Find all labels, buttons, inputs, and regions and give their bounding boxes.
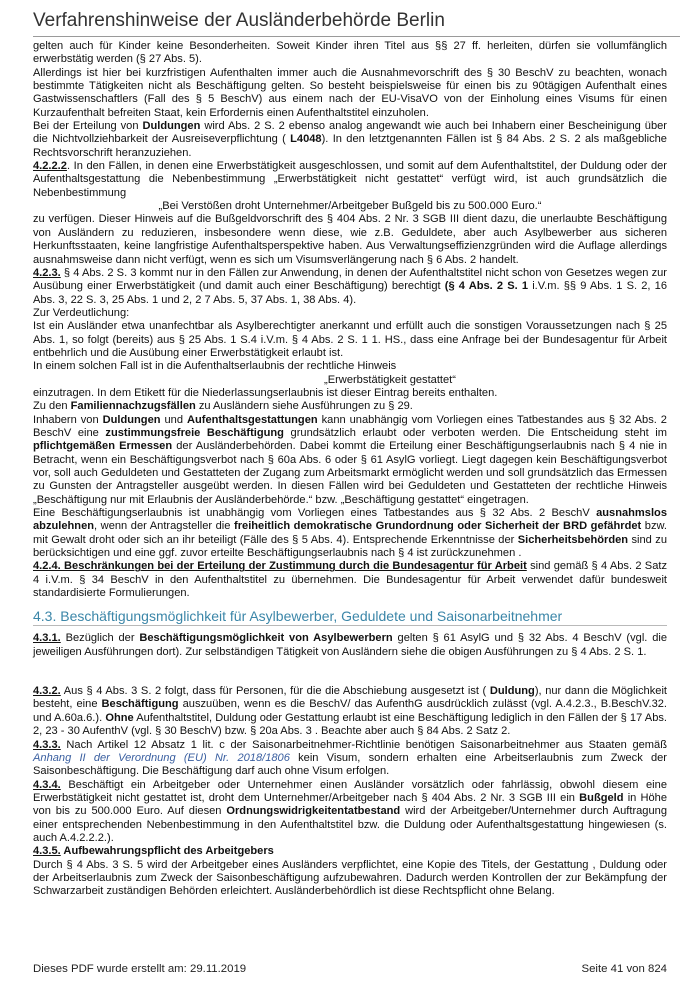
paragraph: Allerdings ist hier bei kurzfristigen Aufenthalten immer auch die Ausnahmevorschrift des § 30 BeschV zu beachten, wonach bestimmte Tätigkeiten nicht als Beschäftigung gelten. So besteht beispielsweise für einen bis zu 90tägigen Aufenthalt eines Gastwissenschaftlers (Fall des § 5 BeschV) aus einem nach der EU-VisaVO von der Einholung eines Visums für einen Kurzaufenthalt befreiten Staat, kein Erfordernis einen Aufenthaltstitel einzuholen. [33,66,667,119]
document-body [33,40,667,899]
paragraph: Eine Beschäftigungserlaubnis ist unabhängig vom Vorliegen eines Tatbestandes aus § 32 Abs. 2 BeschV ausnahmslos abzulehnen, wenn der Antragsteller die freiheitlich demokratische Grundordnung oder Sicherheit der BRD gefährdet bzw. mit Gewalt droht oder sich an ihr beteiligt (Fälle des § 5 Abs. 4). Entsprechende Erkenntnisse der Sicherheitsbehörden sind zu berücksichtigen und eine ggf. zuvor erteilte Beschäftigungserlaubnis nach § 4 ist zurückzunehmen . [33,507,667,560]
paragraph: 4.3.5. Aufbewahrungspflicht des Arbeitgebers [33,845,274,858]
section-number: 4.3.1. [33,632,61,645]
quoted-notice: „Bei Verstößen droht Unternehmer/Arbeitgeber Bußgeld bis zu 500.000 Euro.“ [158,200,542,213]
page-number: Seite 41 von 824 [581,963,667,975]
paragraph: zu verfügen. Dieser Hinweis auf die Bußgeldvorschrift des § 404 Abs. 2 Nr. 3 SGB III dient dazu, die unerlaubte Beschäftigung von Ausländern zu reduzieren, insbesondere wenn diese, wie z.B. Geduldete, aber auch Asylbewerber aus sicheren Herkunftsstaaten, keine langfristige Aufenthaltsperspektive haben. Aus Verwaltungseffizienzgründen wird die Auflage allerdings ausnahmsweise dann nicht verfügt, wenn es sich um Visumsverlängerung nach § 6 Abs. 2 handelt. [33,213,667,266]
paragraph: Zur Verdeutlichung: [33,306,130,319]
section-number: 4.3.3. [33,738,61,751]
paragraph: 4.3.3. Nach Artikel 12 Absatz 1 lit. c der Saisonarbeitnehmer-Richtlinie benötigen Saisonarbeitnehmer aus Staaten gemäß Anhang II der Verordnung (EU) Nr. 2018/1806 kein Visum, sondern erhalten eine Arbeitserlaubnis zum Zweck der Saisonbeschäftigung. Die Beschäftigung darf auch ohne Visum erfolgen. [33,738,667,778]
paragraph: Inhabern von Duldungen und Aufenthaltsgestattungen kann unabhängig vom Vorliegen eines Tatbestandes aus § 32 Abs. 2 BeschV eine zustimmungsfreie Beschäftigung grundsätzlich erlaubt oder verboten werden. Die Entscheidung steht im pflichtgemäßen Ermessen der Ausländerbehörden. Dabei kommt die Erteilung einer Beschäftigungserlaubnis nach § 4 nie in Betracht, wenn ein Beschäftigungsverbot nach § 60a Abs. 6 oder § 61 AsylG vorliegt. Liegt dagegen kein Beschäftigungsverbot vor, soll auch Geduldeten und Gestatteten der Zugang zum Arbeitsmarkt ermöglicht werden und soll grundsätzlich das Ermessen zu Gunsten der Antragsteller ausgeübt werden. In diesen Fällen wird bei Geduldeten und Gestatteten der rechtliche Hinweis „Beschäftigung nur mit Erlaubnis der Ausländerbehörde.“ bzw. „Beschäftigung gestattet“ eingetragen. [33,413,667,506]
paragraph: Zu den Familiennachzugsfällen zu Ausländern siehe Ausführungen zu § 29. [33,400,413,413]
quoted-notice: „Erwerbstätigkeit gestattet“ [324,373,456,386]
section-number: 4.2.2.2 [33,160,67,173]
page-title: Verfahrenshinweise der Ausländerbehörde Berlin [33,10,445,31]
paragraph: 4.3.2. Aus § 4 Abs. 3 S. 2 folgt, dass für Personen, für die die Abschiebung ausgesetzt ist ( Duldung), nur dann die Möglichkeit besteht, eine Beschäftigung auszuüben, wenn es die BeschV/ das AufenthG ausdrücklich zulässt (vgl. A.4.2.3., B.BeschV.32. und A.60a.6.). Ohne Aufenthaltstitel, Duldung oder Gestattung erlaubt ist eine Beschäftigung lediglich in den Fällen der § 17 Abs. 2, 23 - 30 AufenthV (vgl. § 30 BeschV) bzw. § 20a Abs. 3 . Beachte aber auch § 84 Abs. 2 Satz 2. [33,685,667,738]
section-number: 4.3.5. [33,845,61,858]
section-heading: 4.3. Beschäftigungsmöglichkeit für Asylbewerber, Geduldete und Saisonarbeitnehmer [33,607,667,626]
paragraph: 4.2.2.2. In den Fällen, in denen eine Erwerbstätigkeit ausgeschlossen, und somit auf dem Aufenthaltstitel, der Duldung oder der Aufenthaltsgestattung die Nebenbestimmung „Erwerbstätigkeit nicht gestattet“ verfügt wird, ist auch grundsätzlich die Nebenbestimmung [33,160,667,199]
blank-space [33,659,667,685]
paragraph: einzutragen. In dem Etikett für die Niederlassungserlaubnis ist dieser Eintrag bereits enthalten. [33,386,498,399]
paragraph: Bei der Erteilung von Duldungen wird Abs. 2 S. 2 ebenso analog angewandt wie auch bei Inhabern einer Bescheinigung über die Nichtvollziehbarkeit der Ausreiseverpflichtung ( L4048). In den letztgenannten Fällen ist § 84 Abs. 2 S. 2 als maßgebliche Rechtsvorschrift heranzuziehen. [33,120,667,159]
paragraph: 4.3.4. Beschäftigt ein Arbeitgeber oder Unternehmer einen Ausländer vorsätzlich oder fahrlässig, obwohl diesem eine Erwerbstätigkeit nicht gestattet ist, droht dem Unternehmer/Arbeitgeber nach § 404 Abs. 2 Nr. 3 SGB III ein Bußgeld in Höhe von bis zu 500.000 Euro. Auf diesen Ordnungswidrigkeitentatbestand wird der Arbeitgeber/Unternehmer durch Auftragung einer entsprechenden Nebenbestimmung in den Aufenthaltstitel bzw. die Duldung oder Aufenthaltsgestattung hingewiesen (s. auch A.4.2.2.2.). [33,778,668,844]
section-number: 4.3.4. [33,778,61,791]
section-number: 4.2.3. [33,266,61,279]
paragraph: In einem solchen Fall ist in die Aufenthaltserlaubnis der rechtliche Hinweis [33,360,397,373]
section-number: 4.2.4. Beschränkungen bei der Erteilung der Zustimmung durch die Bundesagentur für Arbeit [33,560,527,573]
section-number: 4.3.2. [33,685,61,698]
paragraph: Ist ein Ausländer etwa unanfechtbar als Asylberechtigter anerkannt und erfüllt auch die sonstigen Voraussetzungen nach § 25 Abs. 1, so folgt (bereits) aus § 25 Abs. 1 S.4 i.V.m. § 4 Abs. 2 S. 1 1. HS., dass eine Anfrage bei der Bundesagentur für Arbeit entbehrlich und die Ausübung einer Erwerbstätigkeit erlaubt ist. [33,320,667,359]
paragraph: gelten auch für Kinder keine Besonderheiten. Soweit Kinder ihren Titel aus §§ 27 ff. herleiten, dürfen sie vollumfänglich erwerbstätig werden (§ 27 Abs. 5). [33,40,667,66]
paragraph: 4.3.1. Bezüglich der Beschäftigungsmöglichkeit von Asylbewerbern gelten § 61 AsylG und § 32 Abs. 4 BeschV (vgl. die jeweiligen Ausführungen dort). Zur selbständigen Tätigkeit von Ausländern siehe die obigen Ausführungen zu § 4 Abs. 2 S. 1. [33,632,667,658]
paragraph: Durch § 4 Abs. 3 S. 5 wird der Arbeitgeber eines Ausländers verpflichtet, eine Kopie des Titels, der Gestattung , Duldung oder der Arbeitserlaubnis zum Zweck der Saisonbeschäftigung aufzubewahren. Dadurch werden Kontrollen der zur Bekämpfung der Schwarzarbeit zuständigen Behörden erleichtert. Ausländerbehördlich ist diese Rechtspflicht ohne Belang. [33,858,667,898]
paragraph: 4.2.4. Beschränkungen bei der Erteilung der Zustimmung durch die Bundesagentur für Arbeit sind gemäß § 4 Abs. 2 Satz 4 i.V.m. § 34 BeschV in den Aufenthaltstitel zu übernehmen. Die Bundesagentur für Arbeit verwendet dafür bundesweit standardisierte Formulierungen. [33,560,667,600]
creation-date: Dieses PDF wurde erstellt am: 29.11.2019 [33,963,247,975]
page-header [33,8,680,37]
paragraph: 4.2.3. § 4 Abs. 2 S. 3 kommt nur in den Fällen zur Anwendung, in denen der Aufenthaltstitel nicht schon von Gesetzes wegen zur Ausübung einer Erwerbstätigkeit (und damit auch einer Beschäftigung) berechtigt (§ 4 Abs. 2 S. 1 i.V.m. §§ 9 Abs. 1 S. 2, 16 Abs. 3, 22 S. 3, 25 Abs. 1 und 2, 2 7 Abs. 5, 37 Abs. 1, 38 Abs. 4). [33,266,667,306]
regulation-link[interactable]: Anhang II der Verordnung (EU) Nr. 2018/1806 [33,751,290,764]
